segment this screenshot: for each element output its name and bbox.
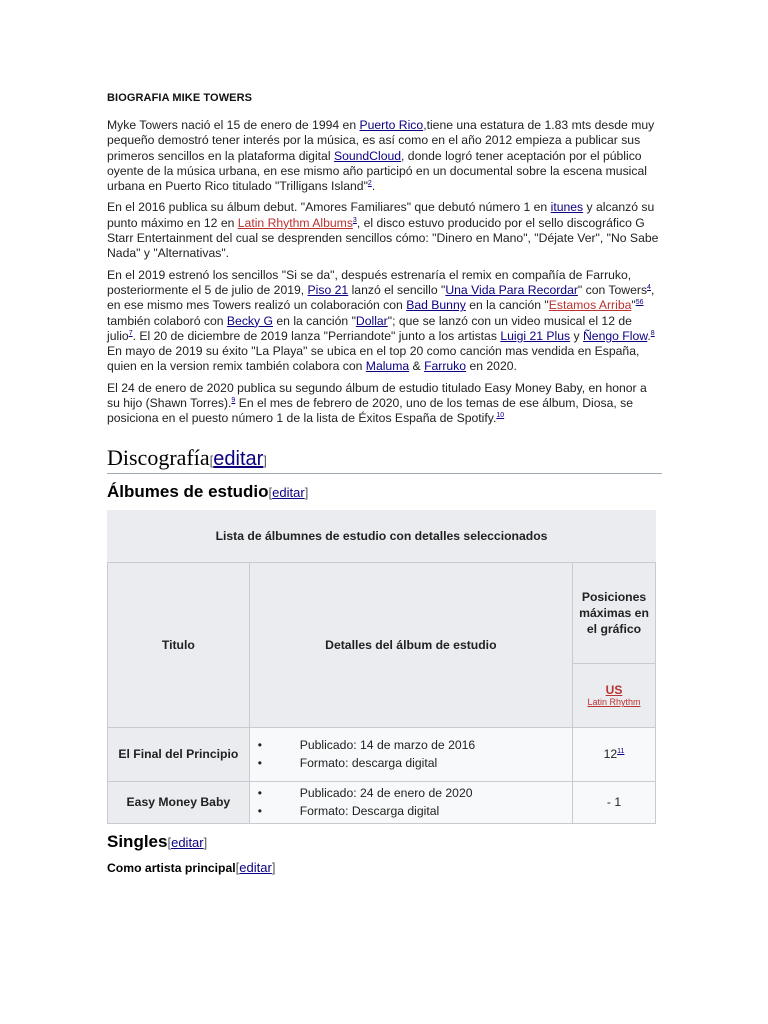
section-singles: Singles [ editar ]	[107, 831, 208, 851]
col-header-titulo: Titulo	[108, 562, 250, 727]
section-artista-principal: Como artista principal [ editar ]	[107, 859, 276, 875]
heading-albumes: Álbumes de estudio	[107, 481, 269, 501]
ref-56[interactable]: 56	[635, 299, 644, 307]
edit-link-artista-principal[interactable]: editar	[239, 859, 272, 875]
ref-8[interactable]: 8	[650, 329, 655, 337]
table-row	[108, 727, 656, 781]
album-format: • Formato: Descarga digital	[258, 802, 572, 820]
link-bad-bunny[interactable]: Bad Bunny	[406, 298, 466, 313]
ref-10[interactable]: 10	[496, 412, 505, 420]
ref-3[interactable]: 3	[352, 216, 357, 224]
ref-9[interactable]: 9	[231, 396, 236, 404]
album-position: - 1	[573, 781, 656, 823]
chart-latin-rhythm-link[interactable]: Latin Rhythm	[587, 697, 641, 708]
edit-link-discografia[interactable]: editar	[213, 447, 264, 470]
table-row	[108, 781, 656, 823]
link-maluma[interactable]: Maluma	[365, 359, 410, 374]
heading-artista-principal: Como artista principal	[107, 860, 236, 875]
album-published: • Publicado: 24 de enero de 2020	[258, 784, 572, 802]
table-caption: Lista de álbumnes de estudio con detalles seleccionados	[108, 510, 656, 562]
link-nengo-flow[interactable]: Ñengo Flow	[583, 328, 648, 343]
link-luigi-21-plus[interactable]: Luigi 21 Plus	[500, 328, 571, 343]
link-puerto-rico[interactable]: Puerto Rico	[359, 118, 424, 132]
album-position: $12^{11}$	[573, 727, 656, 781]
album-title: El Final del Principio	[108, 727, 250, 781]
albums-table	[107, 510, 656, 824]
col-header-detalles: Detalles del álbum de estudio	[249, 562, 572, 727]
ref-7[interactable]: 7	[128, 329, 133, 337]
col-header-us-chart	[573, 663, 656, 727]
edit-link-albumes[interactable]: editar	[272, 484, 305, 500]
link-una-vida-para-recordar[interactable]: Una Vida Para Recordar	[445, 282, 578, 297]
album-title: Easy Money Baby	[108, 781, 250, 823]
album-format: • Formato: descarga digital	[258, 754, 572, 772]
edit-link-singles[interactable]: editar	[171, 834, 204, 850]
link-piso-21[interactable]: Piso 21	[307, 282, 349, 297]
paragraph-4: El 24 de enero de 2020 publica su segundo álbum de estudio titulado Easy Money Baby, en honor a su hijo (Shawn Torres).$^9$ En el mes de febrero de 2020, uno de los temas de ese álbum, Diosa, se posiciona en el puesto número 1 de la lista de Éxitos España de Spotify.$^{10}$	[107, 380, 647, 426]
link-latin-rhythm-albums[interactable]: Latin Rhythm Albums	[237, 215, 353, 230]
link-estamos-arriba[interactable]: Estamos Arriba	[548, 298, 632, 313]
album-published: • Publicado: 14 de marzo de 2016	[258, 736, 572, 754]
document-title: BIOGRAFIA MIKE TOWERS	[107, 92, 253, 104]
link-dollar[interactable]: Dollar	[355, 313, 388, 328]
paragraph-1: Myke Towers nació el 15 de enero de 1994 en Puerto Rico,tiene una estatura de 1.83 mts desde muy pequeño demostró tener interés por la música, es así como en el año 2012 empieza a publicar sus primeros sencillos en la plataforma digital SoundCloud, donde logró tener aceptación por el público oyente de la música urbana, en ese mismo año participó en un documental sobre la escena musical urbana en Puerto Rico titulado "Trilligans Island"$^2$.	[107, 118, 655, 194]
section-discografia: Discografía [ editar ]	[107, 445, 662, 474]
document-page	[107, 92, 662, 875]
album-details	[249, 727, 572, 781]
link-soundcloud[interactable]: SoundCloud	[333, 148, 402, 163]
album-details	[249, 781, 572, 823]
heading-discografia: Discografía	[107, 444, 210, 470]
heading-singles: Singles	[107, 831, 168, 851]
chart-us-link[interactable]: US	[605, 683, 623, 698]
link-itunes[interactable]: itunes	[550, 200, 584, 215]
ref-4[interactable]: 4	[647, 283, 651, 291]
col-header-posiciones: Posiciones máximas en el gráfico	[573, 562, 656, 663]
section-albumes: Álbumes de estudio [ editar ]	[107, 481, 309, 501]
ref-11[interactable]: 11	[617, 748, 625, 756]
ref-2[interactable]: 2	[367, 180, 372, 188]
paragraph-3: En el 2019 estrenó los sencillos "Si se da", después estrenaría el remix en compañía de Farruko, posteriormente el 5 de julio de 2019, Piso 21 lanzó el sencillo "Una Vida Para Recordar" con Towers$^4$, en ese mismo mes Towers realizó un colaboración con Bad Bunny en la canción "Estamos Arriba"$^{56}$ también colaboró con Becky G en la canción "Dollar"; que se lanzó con un video musical el 12 de julio$^7$. El 20 de diciembre de 2019 lanza "Perriandote" junto a los artistas Luigi 21 Plus y Ñengo Flow.$^8$ En mayo de 2019 su éxito "La Playa" se ubica en el top 20 como canción mas vendida en España, quien en la version remix también colabora con Maluma & Farruko en 2020.	[107, 267, 655, 374]
link-farruko[interactable]: Farruko	[424, 359, 467, 374]
paragraph-2: En el 2016 publica su álbum debut. "Amores Familiares" que debutó número 1 en itunes y alcanzó su punto máximo en 12 en Latin Rhythm Albums$^3$, el disco estuvo producido por el sello discográfico G Starr Entertainment del cual se desprenden sencillos cómo: "Dinero en Mano", "Déjate Ver", "No Sabe Nada" y "Alternativas".	[107, 200, 659, 261]
link-becky-g[interactable]: Becky G	[226, 313, 273, 328]
